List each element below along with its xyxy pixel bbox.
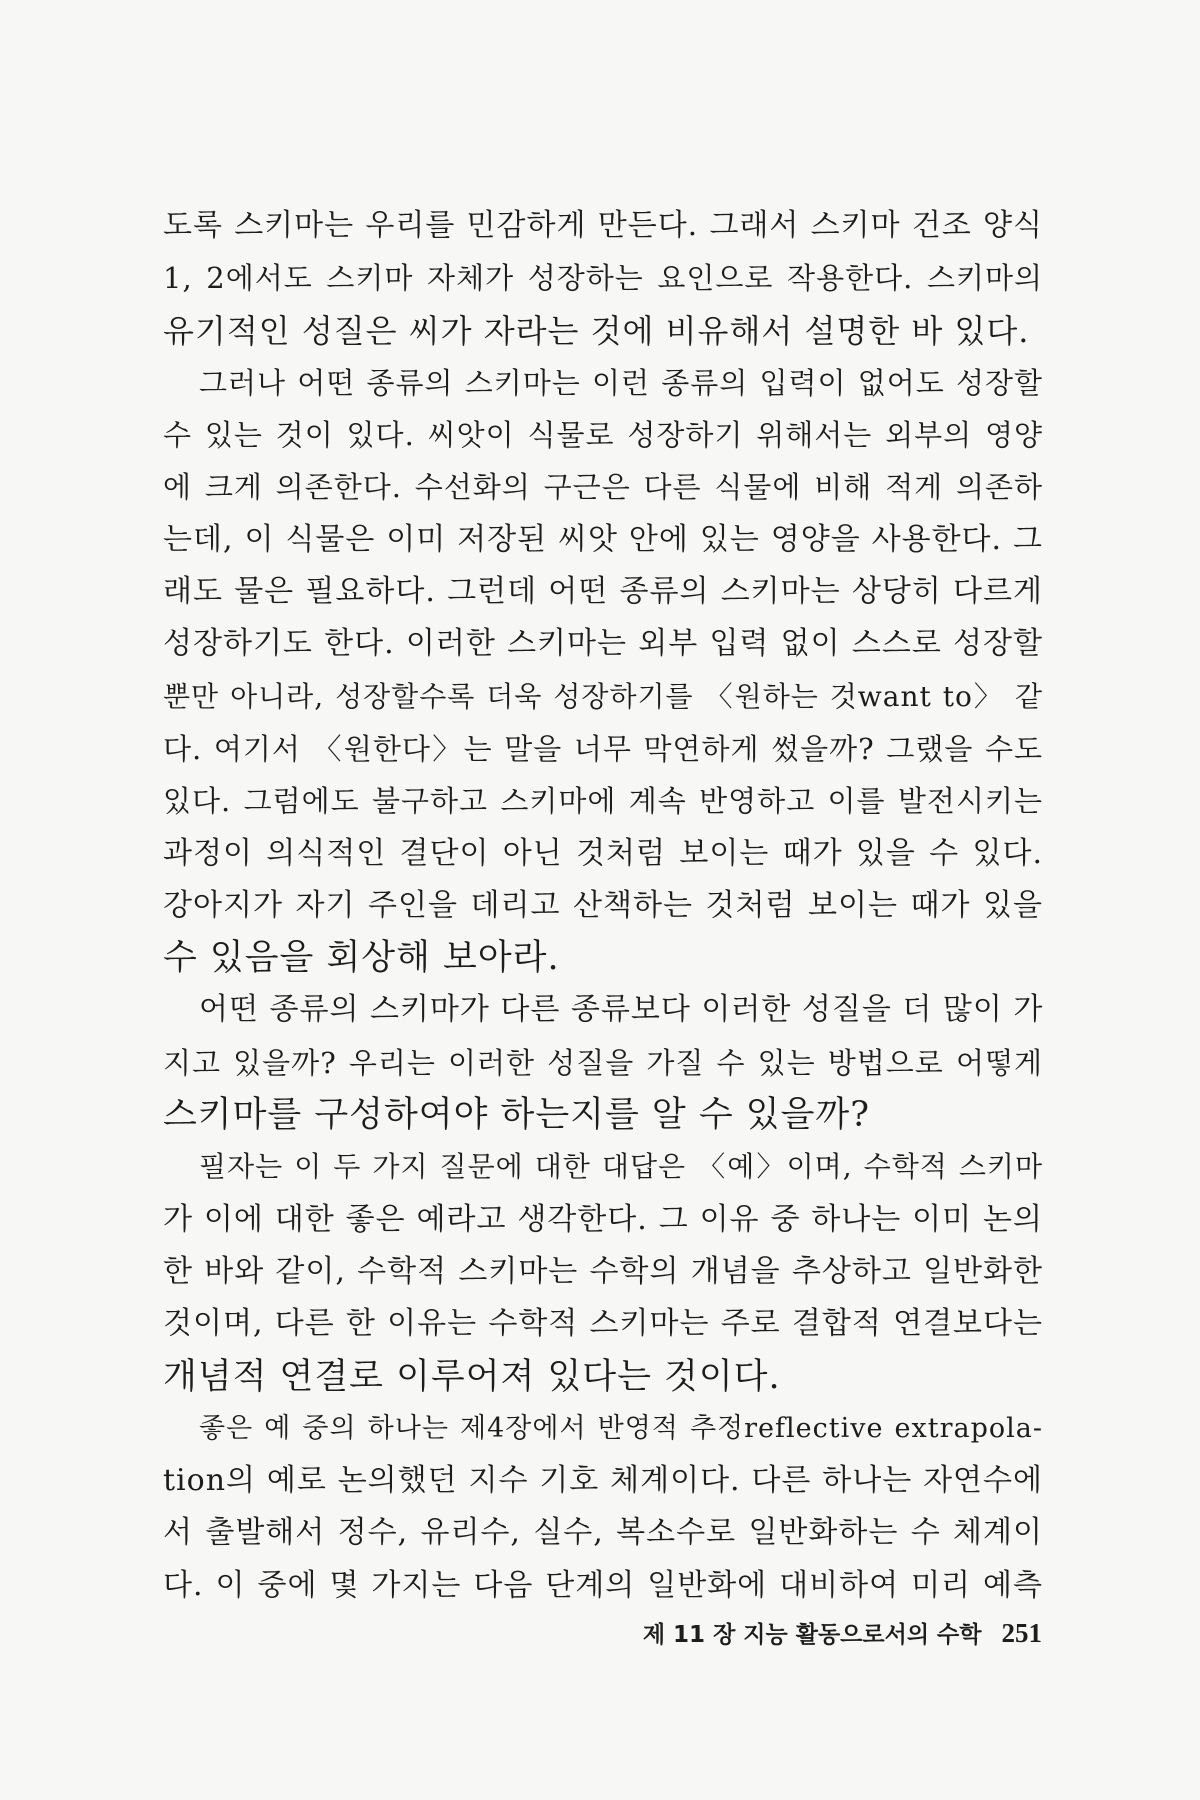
- page-footer: [643, 1616, 1042, 1649]
- text-line: 도록 스키마는 우리를 민감하게 만든다. 그래서 스키마 건조 양식: [163, 208, 1043, 243]
- text-line: 1, 2에서도 스키마 자체가 성장하는 요인으로 작용한다. 스키마의: [163, 261, 1043, 296]
- text-line: 어떤 종류의 스키마가 다른 종류보다 이러한 성질을 더 많이 가: [199, 992, 1044, 1028]
- page-number: 251: [1001, 1618, 1042, 1648]
- text-line: 한 바와 같이, 수학적 스키마는 수학의 개념을 추상하고 일반화한: [163, 1253, 1043, 1289]
- text-line: tion의 예로 논의했던 지수 기호 체계이다. 다른 하나는 자연수에: [163, 1463, 1043, 1499]
- text-line: 있다. 그럼에도 불구하고 스키마에 계속 반영하고 이를 발전시키는: [163, 784, 1043, 819]
- text-line: 다. 이 중에 몇 가지는 다음 단계의 일반화에 대비하여 미리 예측: [163, 1567, 1043, 1603]
- text-line: 서 출발해서 정수, 유리수, 실수, 복소수로 일반화하는 수 체계이: [163, 1515, 1043, 1551]
- text-line: 그러나 어떤 종류의 스키마는 이런 종류의 입력이 없어도 성장할: [199, 365, 1043, 400]
- text-line: 필자는 이 두 가지 질문에 대한 대답은 〈예〉이며, 수학적 스키마: [199, 1150, 1043, 1184]
- text-line: 가 이에 대한 좋은 예라고 생각한다. 그 이유 중 하나는 이미 논의: [163, 1201, 1043, 1237]
- text-line: 지고 있을까? 우리는 이러한 성질을 가질 수 있는 방법으로 어떻게: [163, 1045, 1043, 1080]
- text-line: 과정이 의식적인 결단이 아닌 것처럼 보이는 때가 있을 수 있다.: [163, 835, 1043, 871]
- text-line: 성장하기도 한다. 이러한 스키마는 외부 입력 없이 스스로 성장할: [163, 626, 1043, 662]
- body-text: [163, 200, 1043, 1612]
- text-line: 다. 여기서 〈원한다〉는 말을 너무 막연하게 썼을까? 그랬을 수도: [163, 731, 1043, 766]
- text-line: 좋은 예 중의 하나는 제4장에서 반영적 추정reflective extrapola-: [199, 1412, 1043, 1444]
- text-line: 는데, 이 식물은 이미 저장된 씨앗 안에 있는 영양을 사용한다. 그: [163, 521, 1043, 557]
- text-line: 수 있는 것이 있다. 씨앗이 식물로 성장하기 위해서는 외부의 영양: [163, 418, 1043, 453]
- text-line: 래도 물은 필요하다. 그런데 어떤 종류의 스키마는 상당히 다르게: [163, 574, 1043, 610]
- text-line: 유기적인 성질은 씨가 자라는 것에 비유해서 설명한 바 있다.: [163, 311, 1030, 350]
- text-line: 스키마를 구성하여야 하는지를 알 수 있을까?: [163, 1095, 870, 1136]
- text-line: 강아지가 자기 주인을 데리고 산책하는 것처럼 보이는 때가 있을: [163, 887, 1043, 923]
- text-line: 수 있음을 회상해 보아라.: [163, 938, 560, 979]
- text-line: 개념적 연결로 이루어져 있다는 것이다.: [163, 1356, 781, 1397]
- text-line: 에 크게 의존한다. 수선화의 구근은 다른 식물에 비해 적게 의존하: [163, 470, 1043, 505]
- text-line: 것이며, 다른 한 이유는 수학적 스키마는 주로 결합적 연결보다는: [163, 1306, 1043, 1342]
- chapter-title: 제 11 장 지능 활동으로서의 수학: [642, 1622, 982, 1648]
- text-line: 뿐만 아니라, 성장할수록 더욱 성장하기를 〈원하는 것want to〉 같: [163, 679, 1043, 713]
